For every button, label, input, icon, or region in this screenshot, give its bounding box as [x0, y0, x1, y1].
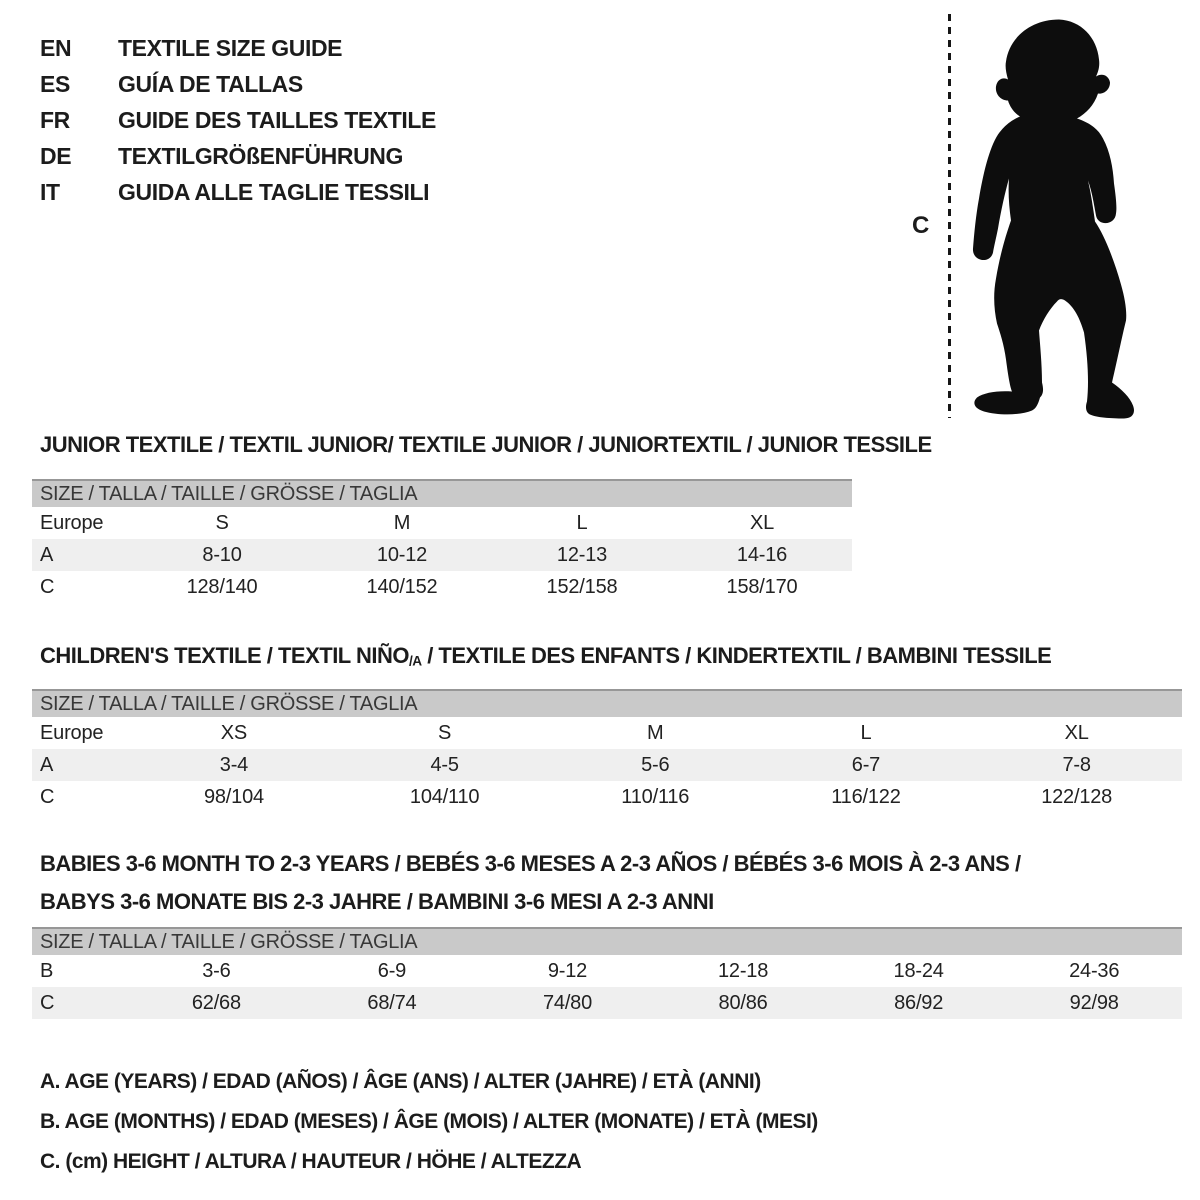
- row-label-cell: A: [40, 753, 54, 776]
- table-row: [32, 781, 1182, 813]
- value-cell: 9-12: [547, 959, 588, 982]
- legend-line-b: B. AGE (MONTHS) / EDAD (MESES) / ÂGE (MOIS) / ALTER (MONATE) / ETÀ (MESI): [40, 1110, 818, 1133]
- lang-code: IT: [40, 178, 60, 205]
- size-cell: L: [576, 511, 588, 534]
- children-size-header-bar: SIZE / TALLA / TAILLE / GRÖSSE / TAGLIA: [32, 689, 1182, 717]
- size-cell: XL: [1064, 721, 1089, 744]
- value-cell: 24-36: [1069, 959, 1120, 982]
- value-cell: 92/98: [1069, 991, 1119, 1014]
- children-section-title: [40, 643, 1051, 669]
- row-label-cell: A: [40, 543, 54, 566]
- children-size-table: [32, 689, 1182, 813]
- table-row: [32, 507, 852, 539]
- value-cell: 18-24: [893, 959, 944, 982]
- value-cell: 62/68: [191, 991, 241, 1014]
- lang-title: TEXTILGRÖßENFÜHRUNG: [118, 142, 403, 169]
- value-cell: 4-5: [430, 753, 459, 776]
- value-cell: 104/110: [409, 785, 480, 808]
- value-cell: 3-6: [202, 959, 231, 982]
- lang-code: FR: [40, 106, 70, 133]
- value-cell: 140/152: [366, 575, 438, 598]
- size-cell: M: [647, 721, 664, 744]
- junior-size-header-bar: SIZE / TALLA / TAILLE / GRÖSSE / TAGLIA: [32, 479, 852, 507]
- value-cell: 86/92: [894, 991, 944, 1014]
- children-title-part: / TEXTILE DES ENFANTS / KINDERTEXTIL / BAMBINI TESSILE: [421, 643, 1052, 668]
- height-measure-label: C: [912, 212, 930, 239]
- babies-section-title-line2: BABYS 3-6 MONATE BIS 2-3 JAHRE / BAMBINI 3-6 MESI A 2-3 ANNI: [40, 889, 714, 914]
- lang-code: ES: [40, 70, 70, 97]
- value-cell: 3-4: [219, 753, 249, 776]
- lang-row-es: [40, 66, 436, 102]
- size-cell: S: [215, 511, 229, 534]
- value-cell: 122/128: [1041, 785, 1113, 808]
- babies-size-table: [32, 927, 1182, 1019]
- value-cell: 68/74: [367, 991, 417, 1014]
- lang-code: EN: [40, 34, 72, 61]
- value-cell: 110/116: [621, 785, 690, 808]
- row-label-cell: C: [40, 991, 55, 1014]
- region-label-cell: Europe: [40, 721, 104, 744]
- measurement-legend: [40, 1062, 818, 1182]
- lang-code: DE: [40, 142, 72, 169]
- value-cell: 5-6: [641, 753, 670, 776]
- children-title-subscript: /A: [408, 653, 422, 669]
- value-cell: 12-18: [717, 959, 769, 982]
- lang-row-de: [40, 138, 436, 174]
- legend-line-a: A. AGE (YEARS) / EDAD (AÑOS) / ÂGE (ANS) / ALTER (JAHRE) / ETÀ (ANNI): [40, 1070, 761, 1093]
- height-measure-dotted-line: [948, 14, 951, 418]
- value-cell: 152/158: [546, 575, 618, 598]
- toddler-silhouette: [960, 14, 1140, 420]
- lang-row-fr: [40, 102, 436, 138]
- value-cell: 8-10: [202, 543, 242, 566]
- lang-row-it: [40, 174, 436, 210]
- children-title-part: CHILDREN'S TEXTILE / TEXTIL NIÑO: [40, 643, 409, 668]
- value-cell: 10-12: [376, 543, 428, 566]
- value-cell: 6-7: [851, 753, 881, 776]
- table-row: [32, 717, 1182, 749]
- babies-size-header-bar: SIZE / TALLA / TAILLE / GRÖSSE / TAGLIA: [32, 927, 1182, 955]
- table-row: [32, 955, 1182, 987]
- value-cell: 7-8: [1062, 753, 1091, 776]
- lang-title: TEXTILE SIZE GUIDE: [118, 34, 343, 61]
- row-label-cell: C: [40, 575, 55, 598]
- value-cell: 6-9: [377, 959, 407, 982]
- size-cell: L: [860, 721, 872, 744]
- size-cell: M: [393, 511, 411, 534]
- language-title-list: [40, 30, 436, 210]
- lang-title: GUÍA DE TALLAS: [118, 70, 303, 97]
- table-row: [32, 987, 1182, 1019]
- legend-line-c: C. (cm) HEIGHT / ALTURA / HAUTEUR / HÖHE / ALTEZZA: [40, 1150, 582, 1173]
- size-cell: S: [438, 721, 452, 744]
- babies-section-title-line1: BABIES 3-6 MONTH TO 2-3 YEARS / BEBÉS 3-6 MESES A 2-3 AÑOS / BÉBÉS 3-6 MOIS À 2-3 ANS /: [40, 851, 1021, 876]
- value-cell: 14-16: [736, 543, 788, 566]
- lang-title: GUIDA ALLE TAGLIE TESSILI: [118, 178, 430, 205]
- table-row: [32, 749, 1182, 781]
- value-cell: 74/80: [542, 991, 593, 1014]
- row-label-cell: B: [40, 959, 54, 982]
- lang-title: GUIDE DES TAILLES TEXTILE: [118, 106, 436, 133]
- table-row: [32, 571, 852, 603]
- junior-size-table: [32, 479, 852, 603]
- junior-section-title: JUNIOR TEXTILE / TEXTIL JUNIOR/ TEXTILE JUNIOR / JUNIORTEXTIL / JUNIOR TESSILE: [40, 432, 932, 457]
- size-cell: XL: [749, 511, 775, 534]
- row-label-cell: C: [40, 785, 55, 808]
- size-cell: XS: [220, 721, 248, 744]
- value-cell: 116/122: [831, 785, 901, 808]
- value-cell: 158/170: [726, 575, 798, 598]
- table-row: [32, 539, 852, 571]
- value-cell: 80/86: [718, 991, 768, 1014]
- value-cell: 98/104: [203, 785, 264, 808]
- value-cell: 128/140: [186, 575, 258, 598]
- lang-row-en: [40, 30, 436, 66]
- value-cell: 12-13: [556, 543, 608, 566]
- region-label-cell: Europe: [40, 511, 104, 534]
